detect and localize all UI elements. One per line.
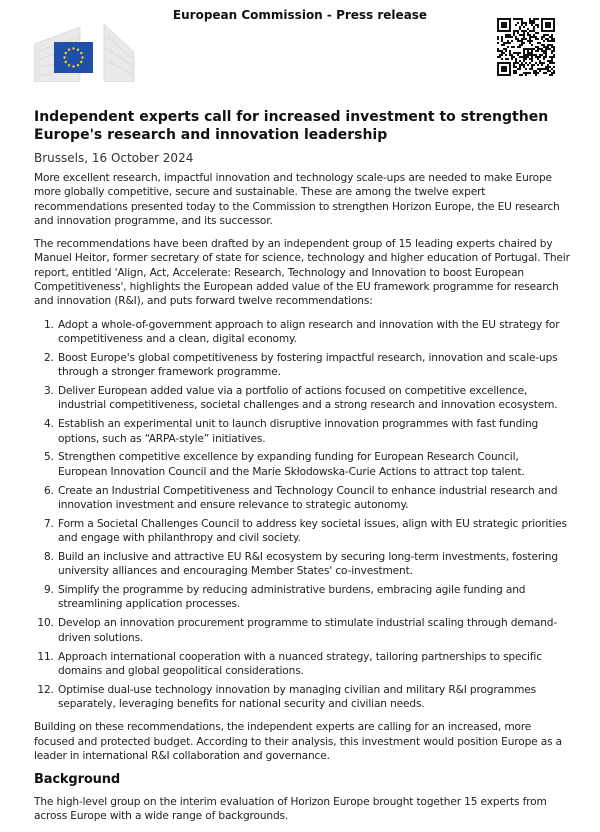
- list-item: 3. Deliver European added value via a portfolio of actions focused on competitive excellence, industrial competitiveness, societal challenges and a strong research and innovation ecosystem.: [57, 384, 570, 413]
- eu-star: [77, 64, 79, 66]
- intro-paragraph: More excellent research, impactful innovation and technology scale-ups are needed to make Europe more globally competitive, secure and sustainable. These are among the twelve expert recommendations presented today to the Commission to strengthen Horizon Europe, the EU research and innovation programme, and its successor.: [34, 172, 560, 227]
- eu-star: [68, 64, 70, 66]
- list-item: 6. Create an Industrial Competitiveness and Technology Council to enhance industrial research and innovation investment and ensure relevance to strategic autonomy.: [57, 484, 570, 513]
- closing-paragraph: Building on these recommendations, the independent experts are calling for an increased, more focused and protected budget. According to their analysis, this investment would position Europe as a leader in international R&I collaboration and governance.: [34, 721, 563, 762]
- list-item: 5. Strengthen competitive excellence by expanding funding for European Research Council, European Innovation Council and the Marie Skłodowska-Curie Actions to attract top talent.: [57, 450, 570, 479]
- list-item: 10. Develop an innovation procurement programme to stimulate industrial scaling through demand-driven solutions.: [57, 616, 570, 645]
- page-title: Independent experts call for increased investment to strengthen Europe's research and innovation leadership: [34, 109, 549, 143]
- list-item: 2. Boost Europe's global competitiveness by fostering impactful research, innovation and scale-ups through a stronger framework programme.: [57, 351, 570, 380]
- eu-star: [81, 56, 83, 58]
- list-item: 4. Establish an experimental unit to launch disruptive innovation programmes with fast funding options, such as “ARPA-style” initiatives.: [57, 417, 570, 446]
- eu-star: [80, 52, 82, 54]
- eu-star: [68, 49, 70, 51]
- recommendations-list: [34, 318, 570, 712]
- qr-code: [497, 17, 555, 77]
- eu-star: [65, 61, 67, 63]
- list-item: 1. Adopt a whole-of-government approach to align research and innovation with the EU strategy for competitiveness and a clean, digital economy.: [57, 318, 570, 347]
- list-item: 8. Build an inclusive and attractive EU R&I ecosystem by securing long-term investments, fostering university alliances and encouraging Member States' co-investment.: [57, 550, 570, 579]
- european-commission-logo: [34, 22, 136, 82]
- press-release-header: European Commission - Press release: [172, 8, 428, 22]
- background-heading: Background: [34, 772, 120, 788]
- article-body: [34, 171, 570, 832]
- eu-star: [72, 65, 74, 67]
- eu-star: [72, 47, 74, 49]
- list-item: 12. Optimise dual-use technology innovation by managing civilian and military R&I programmes separately, leveraging benefits for national security and civilian needs.: [57, 683, 570, 712]
- report-paragraph: The recommendations have been drafted by an independent group of 15 leading experts chaired by Manuel Heitor, former secretary of state for science, technology and higher education of Portugal. Their report, entitled 'Align, Act, Accelerate: Research, Technology and Innovation to boost European Competitiveness', highlights the European added value of the EU framework programme for research and innovation (R&I), and puts forward twelve recommendations:: [34, 238, 570, 308]
- eu-star: [80, 61, 82, 63]
- list-item: 11. Approach international cooperation with a nuanced strategy, tailoring partnerships to specific domains and global geopolitical considerations.: [57, 650, 570, 679]
- eu-star: [65, 52, 67, 54]
- list-item: 7. Form a Societal Challenges Council to address key societal issues, align with EU strategic priorities and engage with philanthropy and civil society.: [57, 517, 570, 546]
- eu-star: [77, 49, 79, 51]
- eu-star: [63, 56, 65, 58]
- list-item: 9. Simplify the programme by reducing administrative burdens, embracing agile funding and streamlining application processes.: [57, 583, 570, 612]
- dateline: Brussels, 16 October 2024: [34, 151, 194, 165]
- background-paragraph: The high-level group on the interim evaluation of Horizon Europe brought together 15 experts from across Europe with a wide range of backgrounds.: [34, 795, 547, 822]
